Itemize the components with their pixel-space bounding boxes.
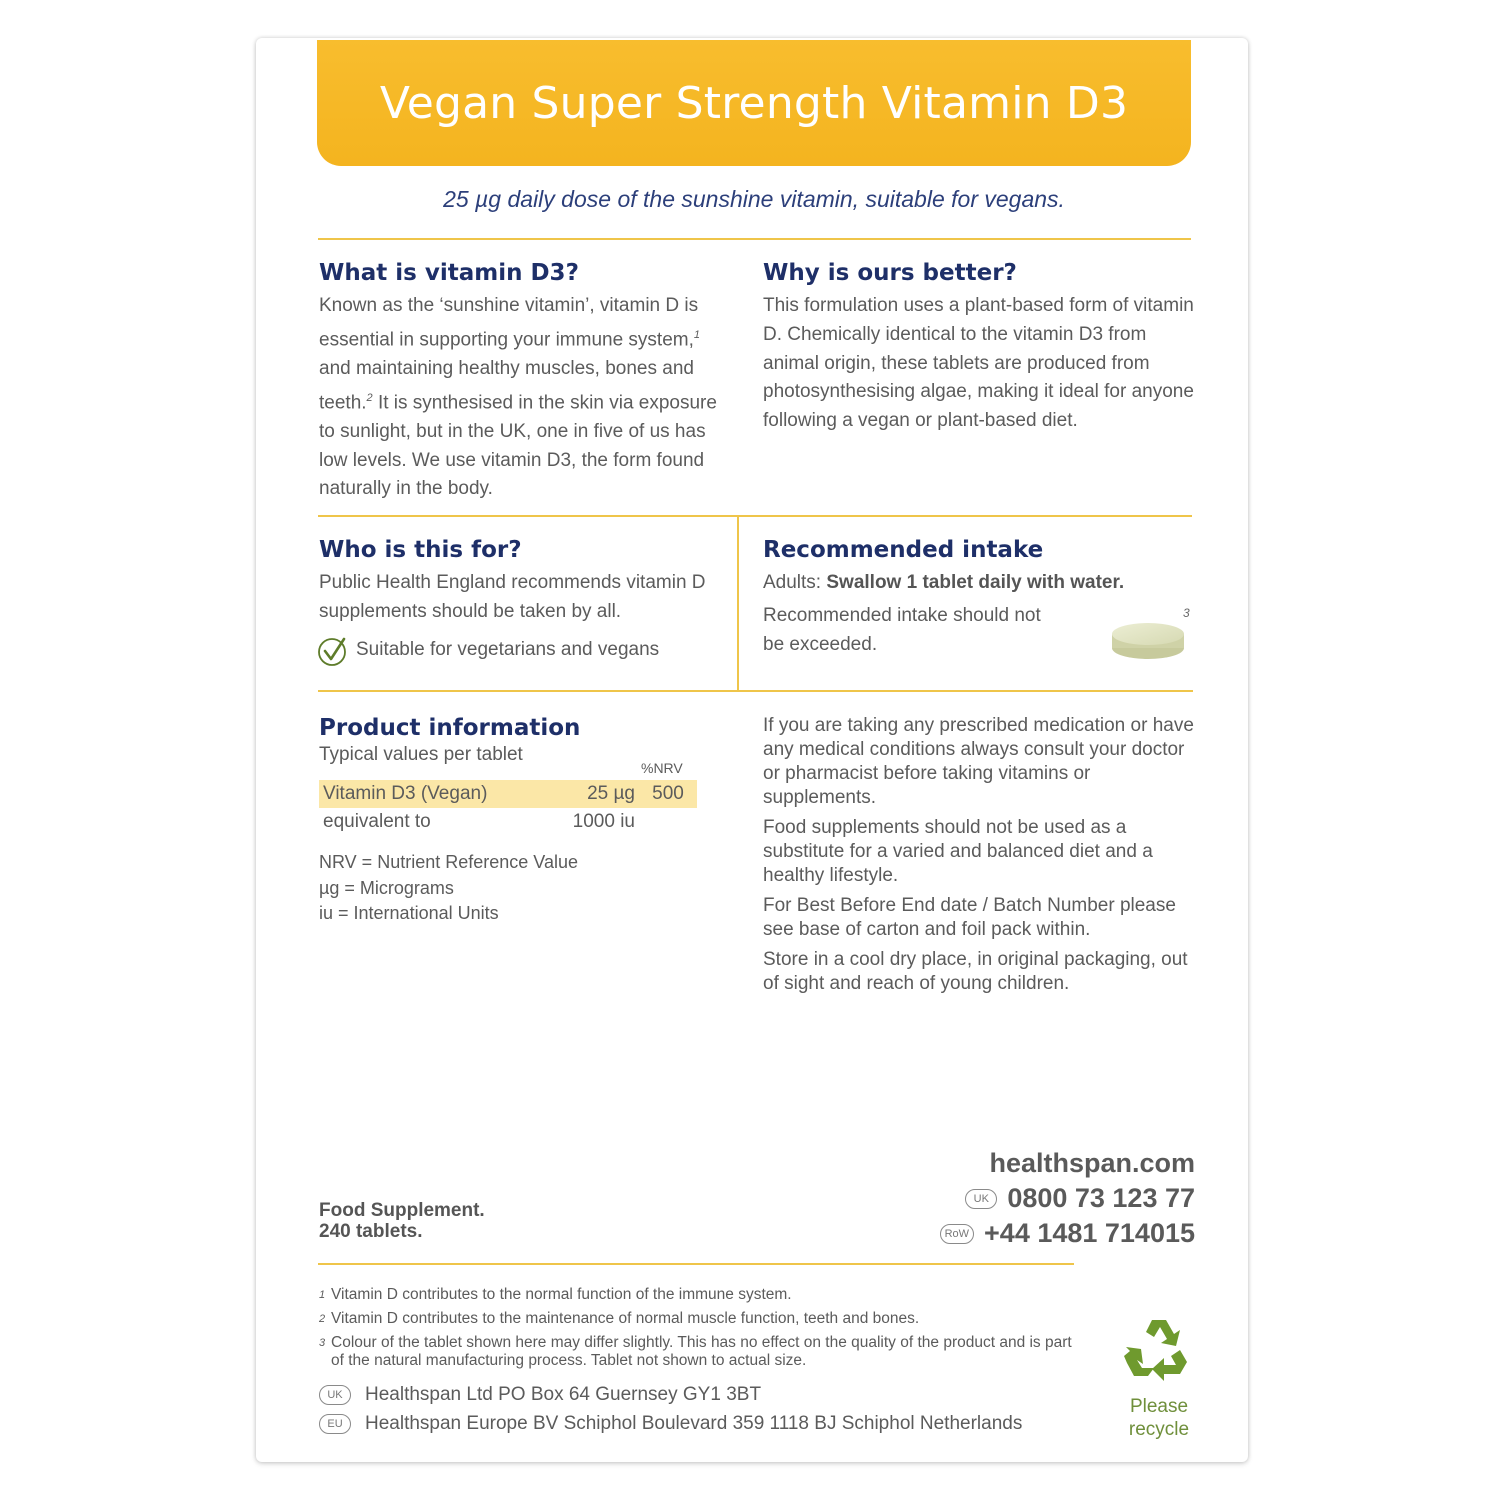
what-section [319, 260, 734, 504]
footnote-text: Colour of the tablet shown here may differ slightly. This has no effect on the quality of the product and is part of the natural manufacturing process. Tablet not shown to actual size. [331, 1334, 1072, 1369]
why-text: This formulation uses a plant-based form of vitamin D. Chemically identical to the vitamin D3 from animal origin, these tablets are produced from photosynthesising algae, making it ideal for anyone following a vegan or plant-based diet. [763, 295, 1194, 432]
uk-tag: UK [319, 1385, 351, 1405]
advice-section [763, 714, 1203, 1002]
what-text [319, 292, 734, 504]
uk-phone: 0800 73 123 77 [1007, 1183, 1195, 1213]
nutrient-amount: 25 µg [559, 780, 639, 808]
what-heading: What is vitamin D3? [319, 260, 579, 286]
address-eu [319, 1413, 1079, 1435]
advice-storage: Store in a cool dry place, in original packaging, out of sight and reach of young children. [763, 949, 1188, 994]
product-subheading: Typical values per tablet [319, 744, 523, 765]
table-row [319, 808, 697, 836]
intake-warning: Recommended intake should not be exceeded. [763, 604, 1041, 655]
contact-block [940, 1148, 1195, 1249]
address-uk [319, 1384, 1079, 1406]
why-heading: Why is ours better? [763, 260, 1017, 286]
abbr-ug: µg = Micrograms [319, 877, 454, 898]
row-tag: RoW [940, 1224, 974, 1244]
vegan-badge-label: Suitable for vegetarians and vegans [356, 639, 660, 661]
footnote [319, 1334, 1079, 1370]
tablet-icon [1108, 618, 1192, 662]
uk-tag: UK [965, 1189, 997, 1209]
nrv-header: %NRV [641, 760, 683, 776]
nutrient-name: equivalent to [323, 811, 431, 832]
pack-type: Food Supplement. [319, 1200, 485, 1221]
vegan-badge [319, 635, 729, 667]
abbr-iu: iu = International Units [319, 903, 499, 923]
footnote-mark: 2 [319, 1313, 326, 1325]
footnote-text: Vitamin D contributes to the maintenance of normal muscle function, teeth and bones. [331, 1310, 920, 1327]
what-text-part: It is synthesised in the skin via exposure to sunlight, but in the UK, one in five of us has low levels. We use vitamin D3, the form found naturally in the body. [319, 392, 717, 500]
nutrient-nrv [639, 808, 697, 836]
row-phone: +44 1481 714015 [984, 1218, 1195, 1248]
footnote-text: Vitamin D contributes to the normal function of the immune system. [331, 1286, 792, 1303]
abbreviations [319, 850, 578, 927]
divider [318, 515, 1192, 517]
title-banner [317, 40, 1191, 166]
footnotes [319, 1286, 1079, 1376]
footnote [319, 1286, 1079, 1304]
check-circle-icon [317, 635, 349, 667]
nutrition-table [319, 780, 697, 836]
footnote-ref: 1 [693, 328, 701, 341]
advice-medication: If you are taking any prescribed medication or have any medical conditions always consult your doctor or pharmacist before taking vitamins or supplements. [763, 715, 1194, 808]
intake-heading: Recommended intake [763, 537, 1044, 563]
adults-label: Adults: [763, 572, 822, 593]
nutrient-amount: 1000 iu [572, 811, 635, 832]
advice-diet: Food supplements should not be used as a substitute for a varied and balanced diet and a healthy lifestyle. [763, 817, 1153, 886]
website: healthspan.com [989, 1148, 1195, 1178]
recycle-mark [1118, 1316, 1200, 1441]
intake-adults [763, 569, 1193, 598]
pack-info [319, 1200, 485, 1242]
row-phone-row [940, 1218, 1195, 1249]
nutrient-nrv: 500 [639, 780, 697, 808]
why-section [763, 260, 1198, 436]
table-row [319, 780, 697, 808]
footnote [319, 1310, 1079, 1328]
abbr-nrv: NRV = Nutrient Reference Value [319, 852, 578, 872]
who-section [319, 537, 729, 667]
who-heading: Who is this for? [319, 537, 522, 563]
uk-phone-row [940, 1183, 1195, 1214]
footnote-mark: 1 [319, 1289, 326, 1301]
what-text-part: Known as the ‘sunshine vitamin’, vitamin D is essential in supporting your immune system, [319, 295, 699, 351]
recycle-icon [1124, 1316, 1194, 1382]
recycle-label [1118, 1395, 1200, 1441]
address-uk-text: Healthspan Ltd PO Box 64 Guernsey GY1 3BT [365, 1384, 762, 1405]
adults-dose: Swallow 1 tablet daily with water. [826, 572, 1125, 593]
tablet-footnote-ref: 3 [1183, 606, 1190, 620]
recycle-line: Please [1129, 1396, 1189, 1417]
footnote-mark: 3 [319, 1337, 326, 1349]
divider [318, 1263, 1074, 1265]
divider [318, 690, 1193, 692]
eu-tag: EU [319, 1414, 351, 1434]
nutrient-name: Vitamin D3 (Vegan) [319, 780, 559, 808]
divider [318, 238, 1191, 240]
product-heading: Product information [319, 715, 581, 741]
vertical-divider [737, 515, 739, 691]
recycle-line: recycle [1128, 1419, 1190, 1440]
address-eu-text: Healthspan Europe BV Schiphol Boulevard 359 1118 BJ Schiphol Netherlands [365, 1413, 1023, 1434]
what-text-part: and maintaining healthy muscles, bones and teeth. [319, 357, 694, 414]
product-title: Vegan Super Strength Vitamin D3 [379, 77, 1129, 129]
pack-count: 240 tablets. [319, 1221, 423, 1242]
tagline: 25 µg daily dose of the sunshine vitamin, suitable for vegans. [443, 186, 1065, 212]
advice-batch: For Best Before End date / Batch Number please see base of carton and foil pack within. [763, 895, 1176, 940]
who-text: Public Health England recommends vitamin D supplements should be taken by all. [319, 572, 706, 622]
footnote-ref: 2 [366, 391, 373, 404]
